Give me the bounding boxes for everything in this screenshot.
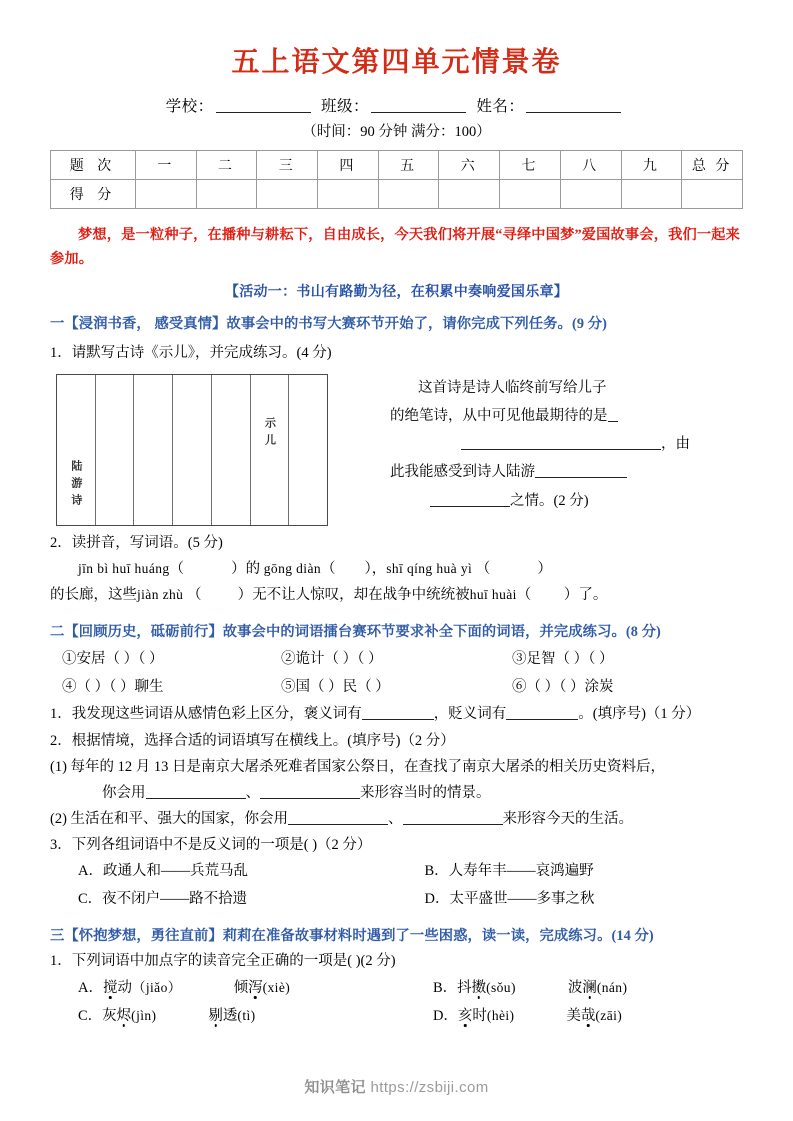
score-col-5: 五 xyxy=(378,150,439,179)
section-2-options xyxy=(50,858,743,913)
opt-b-pinyin-2: (nán) xyxy=(596,979,628,995)
grid-column-4[interactable] xyxy=(173,375,212,525)
section-3-header: 三【怀抱梦想，勇往直前】莉莉在准备故事材料时遇到了一些困惑，读一读，完成练习。(14 分) xyxy=(50,928,654,945)
opt-d-rest-1: 时 xyxy=(472,1007,487,1024)
sub2-1-blank-1[interactable] xyxy=(146,798,246,799)
grid-column-5[interactable] xyxy=(212,375,251,525)
grid-column-7[interactable] xyxy=(289,375,327,525)
opt-d-letter: D． xyxy=(432,1007,458,1024)
opt-b-letter: B． xyxy=(432,979,458,996)
opt-d-dot-char-1: 亥 xyxy=(457,1007,473,1024)
poem-title-label: 示儿 xyxy=(263,416,276,451)
opt-d-pinyin-1: (hèi) xyxy=(486,1007,515,1023)
table-row-scores xyxy=(51,179,743,208)
opt-a-rest-1: 动 xyxy=(117,979,132,996)
pinyin-line-2 xyxy=(50,582,743,608)
watermark-brand: 知识笔记 xyxy=(304,1079,366,1096)
opt-d-dot-char-2: 哉 xyxy=(580,1007,596,1024)
score-cell-8[interactable] xyxy=(560,179,621,208)
opt-c-letter: C． xyxy=(78,1007,103,1024)
poem-text-line-1: 这首诗是诗人临终前写给儿子 xyxy=(418,379,607,396)
vertical-writing-grid[interactable] xyxy=(56,374,328,526)
name-label: 姓名： xyxy=(476,97,525,115)
score-row-label: 题 次 xyxy=(51,150,136,179)
name-input[interactable] xyxy=(526,98,621,113)
score-row-label-2: 得 分 xyxy=(51,179,136,208)
word-completion-grid xyxy=(50,645,743,702)
sub2-2-blank-1[interactable] xyxy=(288,824,388,825)
score-cell-4[interactable] xyxy=(318,179,379,208)
sub2-1-blank-2[interactable] xyxy=(260,798,360,799)
poem-text-line-5: 之情。(2 分) xyxy=(510,492,589,509)
sub1-text-c: 。(填序号)（1 分） xyxy=(578,706,701,723)
score-cell-5[interactable] xyxy=(378,179,439,208)
score-col-6: 六 xyxy=(439,150,500,179)
score-col-4: 四 xyxy=(318,150,379,179)
poem-blank-2b[interactable] xyxy=(430,506,510,507)
score-table xyxy=(50,150,743,209)
table-row-header xyxy=(51,150,743,179)
pinyin-comma: ， xyxy=(371,561,387,578)
section-1-header: 一【浸润书香， 感受真情】故事会中的书写大赛环节开始了，请你完成下列任务。(9 分) xyxy=(50,316,607,333)
opt-b-dot-char-2: 澜 xyxy=(582,979,597,996)
section-2-header: 二【回顾历史，砥砺前行】故事会中的词语擂台赛环节要求补全下面的词语，并完成练习。(8 分) xyxy=(50,623,661,640)
pinyin-text-end: 了。 xyxy=(578,587,608,604)
option-a[interactable]: A．政通人和——兵荒马乱 xyxy=(78,863,248,880)
score-cell-7[interactable] xyxy=(500,179,561,208)
section-3-question-1: 1．下列词语中加点字的读音完全正确的一项是( )(2 分) xyxy=(50,952,396,969)
section-1-question-1: 1．请默写古诗《示儿》，并完成练习。(4 分) xyxy=(50,344,332,361)
watermark-url: https://zsbiji.com xyxy=(370,1079,489,1096)
opt-a-pinyin-2: (xiè) xyxy=(262,979,291,995)
pinyin-jinbihuihuang: jīn bì huī huáng xyxy=(78,561,170,577)
section-3-options xyxy=(50,974,743,1031)
sub2-1-text-a: 你会用 xyxy=(102,784,146,801)
score-cell-total[interactable] xyxy=(682,179,743,208)
score-col-9: 九 xyxy=(621,150,682,179)
score-cell-9[interactable] xyxy=(621,179,682,208)
poem-blank-1b[interactable] xyxy=(461,449,661,450)
pinyin-blank-2[interactable]: （ ） xyxy=(321,561,372,578)
option-a-row[interactable] xyxy=(50,974,405,1002)
option-c[interactable]: C．夜不闭户——路不拾遗 xyxy=(78,890,248,907)
opt-b-pre-1: 抖 xyxy=(457,979,472,996)
score-cell-2[interactable] xyxy=(196,179,257,208)
opt-a-dot-char-2: 泻 xyxy=(248,979,263,996)
score-col-7: 七 xyxy=(500,150,561,179)
sub2-2-sep: 、 xyxy=(388,810,403,827)
opt-a-pinyin-1: （jiǎo） xyxy=(131,979,182,995)
pinyin-line-1 xyxy=(50,556,743,582)
opt-b-pinyin-1: (sǒu) xyxy=(486,979,516,995)
opt-a-letter: A． xyxy=(78,979,103,996)
word-item-3[interactable]: ③足智（ ）（ ） xyxy=(512,650,614,667)
pinyin-blank-1[interactable]: （ ） xyxy=(169,561,246,578)
word-item-6[interactable]: ⑥（ ）（ ）涂炭 xyxy=(512,679,614,696)
option-b[interactable]: B．人寿年丰——哀鸿遍野 xyxy=(424,863,594,880)
poem-answer-area xyxy=(50,374,743,526)
score-col-3: 三 xyxy=(257,150,318,179)
poem-text-line-2: 的绝笔诗，从中可见他最期待的是 xyxy=(390,407,608,424)
pinyin-blank-5[interactable]: （ ） xyxy=(516,587,579,604)
option-d[interactable]: D．太平盛世——多事之秋 xyxy=(424,890,595,907)
opt-d-pinyin-2: (zāi) xyxy=(595,1007,623,1023)
sub2-1-sep: 、 xyxy=(245,784,260,801)
pinyin-blank-3[interactable]: （ ） xyxy=(475,561,552,578)
opt-b-dot-char-1: 擞 xyxy=(471,979,487,996)
activity-banner: 【活动一：书山有路勤为径，在积累中奏响爱国乐章】 xyxy=(224,285,569,301)
sub1-blank-1[interactable] xyxy=(362,719,434,720)
score-cell-6[interactable] xyxy=(439,179,500,208)
sub1-text-a: 1．我发现这些词语从感情色彩上区分，褒义词有 xyxy=(50,706,362,723)
sub1-blank-2[interactable] xyxy=(506,719,578,720)
poem-text-line-3: ，由 xyxy=(661,436,690,453)
score-cell-3[interactable] xyxy=(257,179,318,208)
poem-blank-2a[interactable] xyxy=(535,477,627,478)
opt-a-pre-2: 倾 xyxy=(233,979,249,996)
option-d-row[interactable] xyxy=(405,1002,743,1030)
opt-c-pinyin-2: (tì) xyxy=(237,1007,256,1023)
pinyin-text-de: 的 xyxy=(245,561,261,578)
pinyin-huihuai: huī huài xyxy=(469,587,517,603)
pinyin-blank-4[interactable]: （ ） xyxy=(186,587,253,604)
grid-column-1[interactable] xyxy=(57,375,96,525)
intro-paragraph: 梦想，是一粒种子，在播种与耕耘下，自由成长，今天我们将开展“寻绎中国梦”爱国故事会，我们一起来参加。 xyxy=(50,226,741,268)
watermark xyxy=(0,1076,793,1097)
sub2-2-text-a: (2) 生活在和平、强大的国家，你会用 xyxy=(50,810,289,827)
section-2-sub-2: 2．根据情境，选择合适的词语填写在横线上。(填序号)（2 分） xyxy=(50,732,455,749)
opt-c-pinyin-1: (jìn) xyxy=(131,1007,157,1023)
sub2-1-text-c: 来形容当时的情景。 xyxy=(360,784,491,801)
poem-blank-1a[interactable] xyxy=(608,421,618,422)
school-input[interactable] xyxy=(216,98,311,113)
sub2-2-blank-2[interactable] xyxy=(403,824,503,825)
pinyin-jianzhu: jiàn zhù xyxy=(137,587,184,603)
poem-comprehension-text xyxy=(390,374,690,515)
grid-column-6[interactable] xyxy=(251,375,290,525)
option-b-row[interactable] xyxy=(405,974,743,1002)
word-item-4[interactable]: ④（ ）（ ）聊生 xyxy=(62,679,164,696)
poem-text-line-4: 此我能感受到诗人陆游 xyxy=(390,464,535,481)
class-input[interactable] xyxy=(371,98,466,113)
pinyin-text-changlang: 的长廊，这些 xyxy=(50,587,137,604)
opt-c-pre-1: 灰 xyxy=(102,1007,117,1024)
score-col-8: 八 xyxy=(560,150,621,179)
section-2-sub-1 xyxy=(50,701,743,727)
page-title: 五上语文第四单元情景卷 xyxy=(231,47,562,78)
score-col-2: 二 xyxy=(196,150,257,179)
section-2-sub-2-1-line2 xyxy=(50,780,743,806)
word-item-1[interactable]: ①安居（ ）（ ） xyxy=(62,650,164,667)
section-2-sub-2-1-line1: (1) 每年的 12 月 13 日是南京大屠杀死难者国家公祭日，在查找了南京大屠杀的相关历史资料后， xyxy=(50,758,666,775)
pinyin-shiqinghuayi: shī qíng huà yì xyxy=(386,561,473,577)
poem-author-label: 陆游诗 xyxy=(69,459,82,511)
pinyin-gongdian: gōng diàn xyxy=(263,561,321,577)
pinyin-text-mid: 无不让人惊叹，却在战争中统统被 xyxy=(252,587,470,604)
word-item-2[interactable]: ②诡计（ ）（ ） xyxy=(281,650,383,667)
identity-line xyxy=(50,94,743,116)
score-cell-1[interactable] xyxy=(136,179,197,208)
opt-a-dot-char-1: 搅 xyxy=(102,979,118,996)
opt-d-pre-2: 美 xyxy=(566,1007,581,1024)
section-2-sub-2-2 xyxy=(50,806,743,832)
section-1-question-2: 2．读拼音，写词语。(5 分) xyxy=(50,534,223,551)
class-label: 班级： xyxy=(320,97,369,115)
sub1-text-b: ，贬义词有 xyxy=(433,706,507,723)
opt-c-dot-char-2: 剔 xyxy=(208,1007,223,1024)
word-item-5[interactable]: ⑤国（ ）民（ ） xyxy=(281,679,390,696)
opt-c-rest-2: 透 xyxy=(222,1007,238,1024)
score-col-1: 一 xyxy=(136,150,197,179)
exam-subinfo: （时间：90 分钟 满分：100） xyxy=(302,123,491,140)
sub2-2-text-c: 来形容今天的生活。 xyxy=(502,810,634,827)
grid-column-2[interactable] xyxy=(96,375,135,525)
school-label: 学校： xyxy=(165,97,214,115)
score-col-total: 总 分 xyxy=(682,150,743,179)
option-c-row[interactable] xyxy=(50,1002,405,1030)
opt-c-dot-char-1: 烬 xyxy=(116,1007,132,1024)
section-2-sub-3: 3．下列各组词语中不是反义词的一项是( )（2 分） xyxy=(50,836,372,853)
opt-b-pre-2: 波 xyxy=(567,979,583,996)
grid-column-3[interactable] xyxy=(134,375,173,525)
